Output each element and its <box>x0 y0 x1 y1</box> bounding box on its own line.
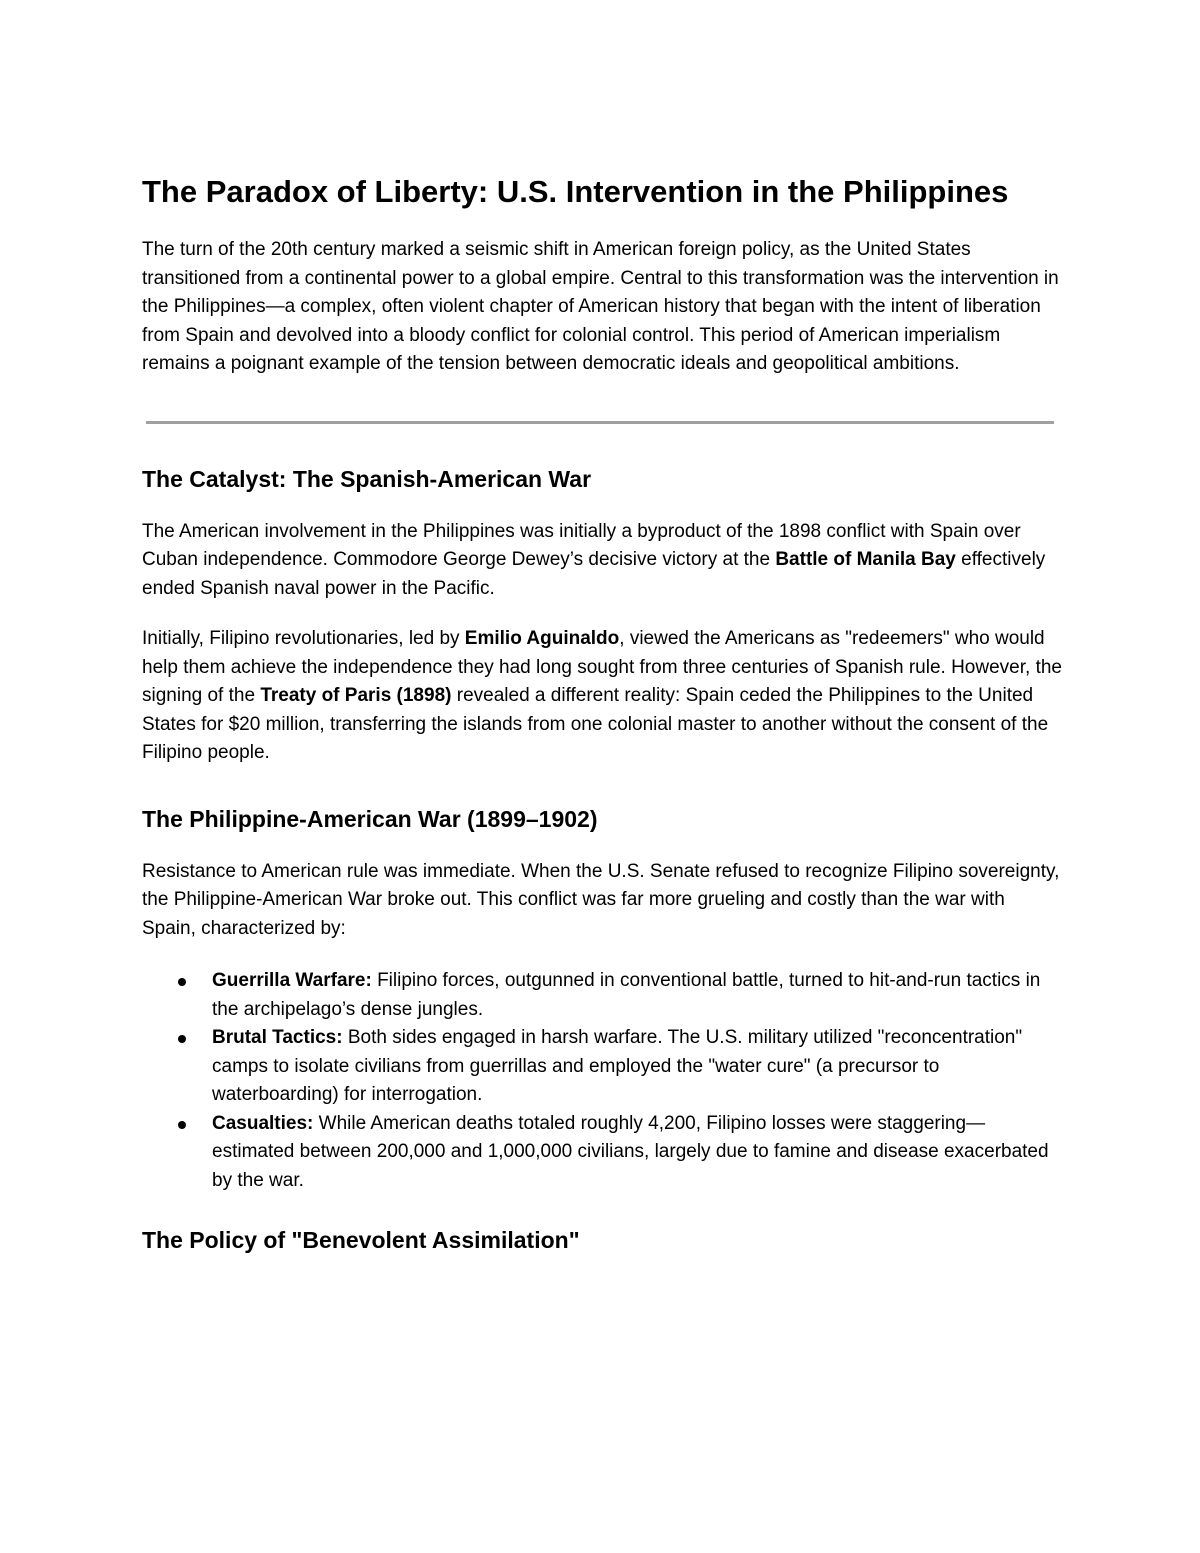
section-heading-catalyst: The Catalyst: The Spanish-American War <box>142 465 592 492</box>
document-page <box>142 170 1062 1279</box>
bold-term-treaty-of-paris: Treaty of Paris (1898) <box>260 685 452 706</box>
war-characteristics-list <box>142 967 1062 1195</box>
bullet-icon <box>178 1035 186 1043</box>
page-title: The Paradox of Liberty: U.S. Intervention in the Philippines <box>142 174 1009 209</box>
list-item: Guerrilla Warfare: Filipino forces, outgunned in conventional battle, turned to hit-and-run tactics in the archipelago’s dense jungles. <box>142 967 1062 1024</box>
bullet-icon <box>178 1121 186 1129</box>
list-item: Brutal Tactics: Both sides engaged in harsh warfare. The U.S. military utilized "reconcentration" camps to isolate civilians from guerrillas and employed the "water cure" (a precursor to waterboarding) for interrogation. <box>142 1024 1062 1110</box>
section-heading-benevolent-assimilation: The Policy of "Benevolent Assimilation" <box>142 1227 580 1253</box>
section-heading-philippine-american-war: The Philippine-American War (1899–1902) <box>142 805 598 832</box>
horizontal-divider <box>146 421 1054 424</box>
bold-term-emilio-aguinaldo: Emilio Aguinaldo <box>464 628 620 649</box>
intro-paragraph: The turn of the 20th century marked a seismic shift in American foreign policy, as the United States transitioned from a continental power to a global empire. Central to this transformation was the intervention in the Philippines—a complex, often violent chapter of American history that began with the intent of liberation from Spain and devolved into a bloody conflict for colonial control. This period of American imperialism remains a poignant example of the tension between democratic ideals and geopolitical ambitions. <box>142 239 1059 374</box>
bullet-icon <box>178 978 186 986</box>
bold-term-battle-of-manila-bay: Battle of Manila Bay <box>775 549 956 570</box>
catalyst-paragraph-2: Initially, Filipino revolutionaries, led by Emilio Aguinaldo, viewed the Americans as "redeemers" who would help them achieve the independence they had long sought from three centuries of Spanish rule. However, the signing of the Treaty of Paris (1898) revealed a different reality: Spain ceded the Philippines to the United States for $20 million, transferring the islands from one colonial master to another without the consent of the Filipino people. <box>142 628 1062 763</box>
catalyst-paragraph-1: The American involvement in the Philippines was initially a byproduct of the 1898 conflict with Spain over Cuban independence. Commodore George Dewey’s decisive victory at the Battle of Manila Bay effectively ended Spanish naval power in the Pacific. <box>142 520 1046 599</box>
list-item: Casualties: While American deaths totaled roughly 4,200, Filipino losses were staggering—estimated between 200,000 and 1,000,000 civilians, largely due to famine and disease exacerbated by the war. <box>142 1110 1062 1196</box>
war-paragraph: Resistance to American rule was immediate. When the U.S. Senate refused to recognize Filipino sovereignty, the Philippine-American War broke out. This conflict was far more grueling and costly than the war with Spain, characterized by: <box>142 860 1060 939</box>
